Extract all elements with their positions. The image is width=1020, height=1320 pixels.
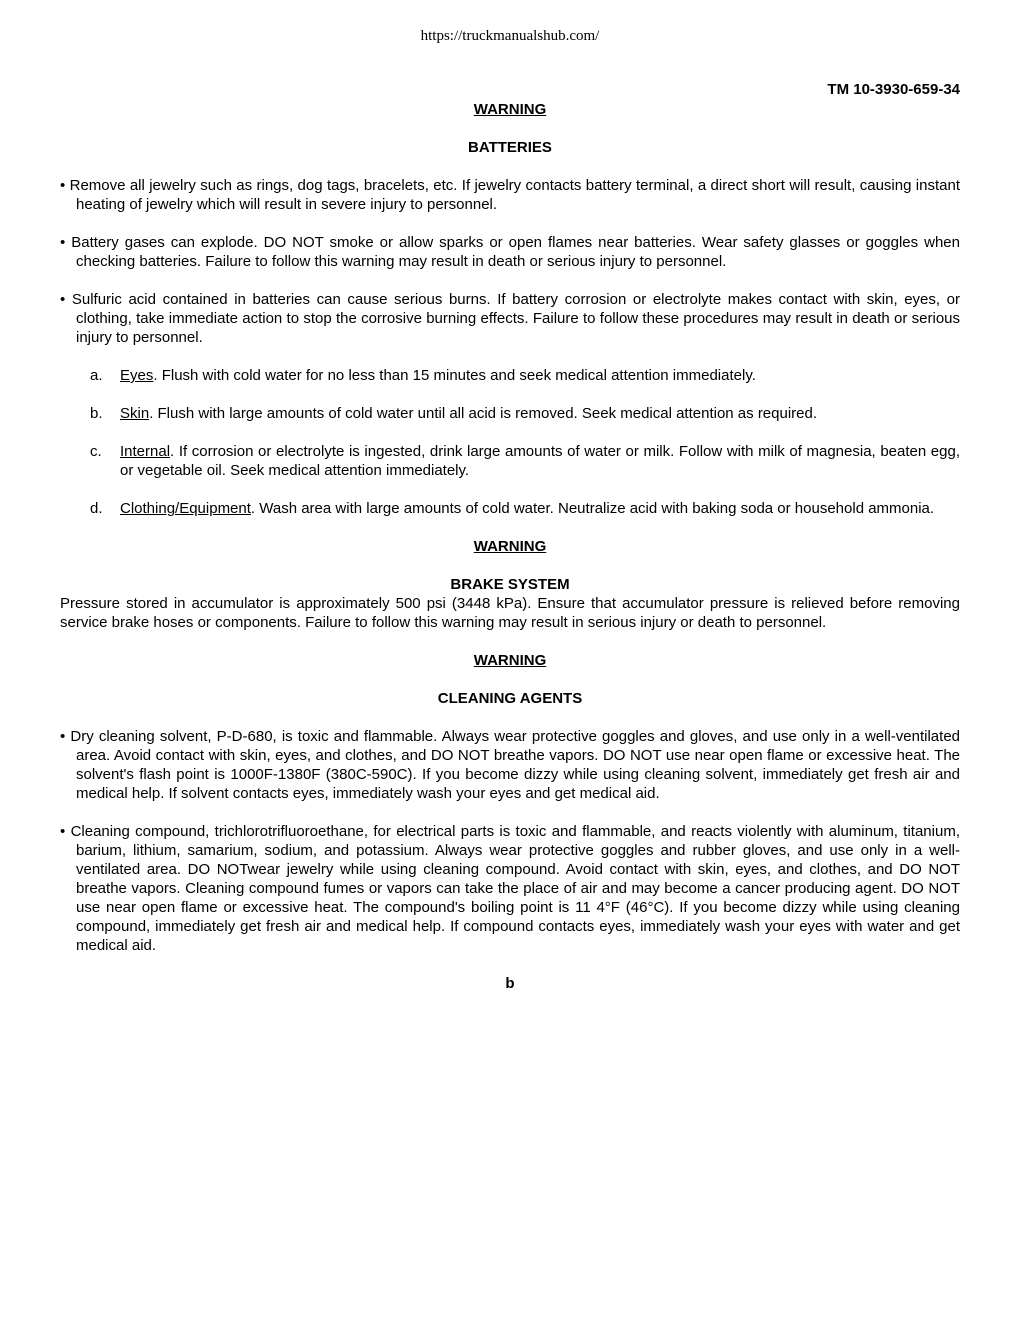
subitem-text <box>120 442 960 480</box>
cleaning-title: CLEANING AGENTS <box>437 690 583 707</box>
subitem-text <box>120 404 960 423</box>
subitem-term: Internal <box>120 443 171 460</box>
subitem-text <box>120 366 960 385</box>
batteries-title: BATTERIES <box>468 139 552 156</box>
brake-warning-heading: WARNING <box>473 538 547 555</box>
subitem-term: Eyes <box>120 367 154 384</box>
subitem-skin <box>60 404 960 423</box>
subitem-term: Skin <box>120 405 150 422</box>
subitem-letter: b. <box>90 405 103 422</box>
page-letter: b <box>505 975 515 992</box>
subitem-text <box>120 499 960 518</box>
subitem-desc: . Wash area with large amounts of cold water. Neutralize acid with baking soda or household ammonia. <box>250 500 935 517</box>
cleaning-warning-heading: WARNING <box>473 652 547 669</box>
batteries-bullet-acid: • Sulfuric acid contained in batteries can cause serious burns. If battery corrosion or electrolyte makes contact with skin, eyes, or clothing, take immediate action to stop the corrosive burning effects. Failure to follow these procedures may result in death or serious injury to personnel. <box>60 291 960 346</box>
subitem-letter: d. <box>90 500 103 517</box>
subitem-clothing <box>60 499 960 518</box>
subitem-desc: . Flush with large amounts of cold water until all acid is removed. Seek medical attention as required. <box>149 405 818 422</box>
batteries-warning-heading: WARNING <box>473 101 547 118</box>
subitem-desc: . Flush with cold water for no less than 15 minutes and seek medical attention immediately. <box>153 367 756 384</box>
batteries-bullet-jewelry: • Remove all jewelry such as rings, dog tags, bracelets, etc. If jewelry contacts battery terminal, a direct short will result, causing instant heating of jewelry which will result in severe injury to personnel. <box>60 177 960 213</box>
document-body <box>60 100 960 993</box>
subitem-term: Clothing/Equipment <box>120 500 251 517</box>
brake-title: BRAKE SYSTEM <box>450 576 570 593</box>
tm-number: TM 10-3930-659-34 <box>827 81 960 98</box>
subitem-letter: a. <box>90 367 103 384</box>
cleaning-bullet-solvent: • Dry cleaning solvent, P-D-680, is toxic and flammable. Always wear protective goggles and gloves, and use only in a well-ventilated area. Avoid contact with skin, eyes, and clothes, and DO NOT breathe vapors. DO NOT use near open flame or excessive heat. The solvent's flash point is 1000F-1380F (380C-590C). If you become dizzy while using cleaning solvent, immediately get fresh air and medical help. If solvent contacts eyes, immediately wash your eyes and get medical aid. <box>60 728 960 802</box>
subitem-eyes <box>60 366 960 385</box>
batteries-bullet-gases: • Battery gases can explode. DO NOT smoke or allow sparks or open flames near batteries. Wear safety glasses or goggles when checking batteries. Failure to follow this warning may result in death or serious injury to personnel. <box>60 234 960 270</box>
brake-text: Pressure stored in accumulator is approximately 500 psi (3448 kPa). Ensure that accumulator pressure is relieved before removing service brake hoses or components. Failure to follow this warning may result in serious injury or death to personnel. <box>60 595 960 631</box>
subitem-internal <box>60 442 960 480</box>
subitem-letter: c. <box>90 443 102 460</box>
source-url: https://truckmanualshub.com/ <box>420 28 600 44</box>
cleaning-bullet-compound: • Cleaning compound, trichlorotrifluoroethane, for electrical parts is toxic and flammable, and reacts violently with aluminum, titanium, barium, lithium, samarium, sodium, and potassium. Always wear protective goggles and rubber gloves, and use only in a well-ventilated area. DO NOTwear jewelry while using cleaning compound. Avoid contact with skin, eyes, and clothes, and DO NOT breathe vapors. Cleaning compound fumes or vapors can take the place of air and may become a cancer producing agent. DO NOT use near open flame or excessive heat. The compound's boiling point is 11 4°F (46°C). If you become dizzy while using cleaning compound, immediately get fresh air and medical help. If compound contacts eyes, immediately wash your eyes with water and get medical aid. <box>60 823 960 954</box>
subitem-desc: . If corrosion or electrolyte is ingested, drink large amounts of water or milk. Follow with milk of magnesia, beaten egg, or vegetable oil. Seek medical attention immediately. <box>120 443 960 479</box>
